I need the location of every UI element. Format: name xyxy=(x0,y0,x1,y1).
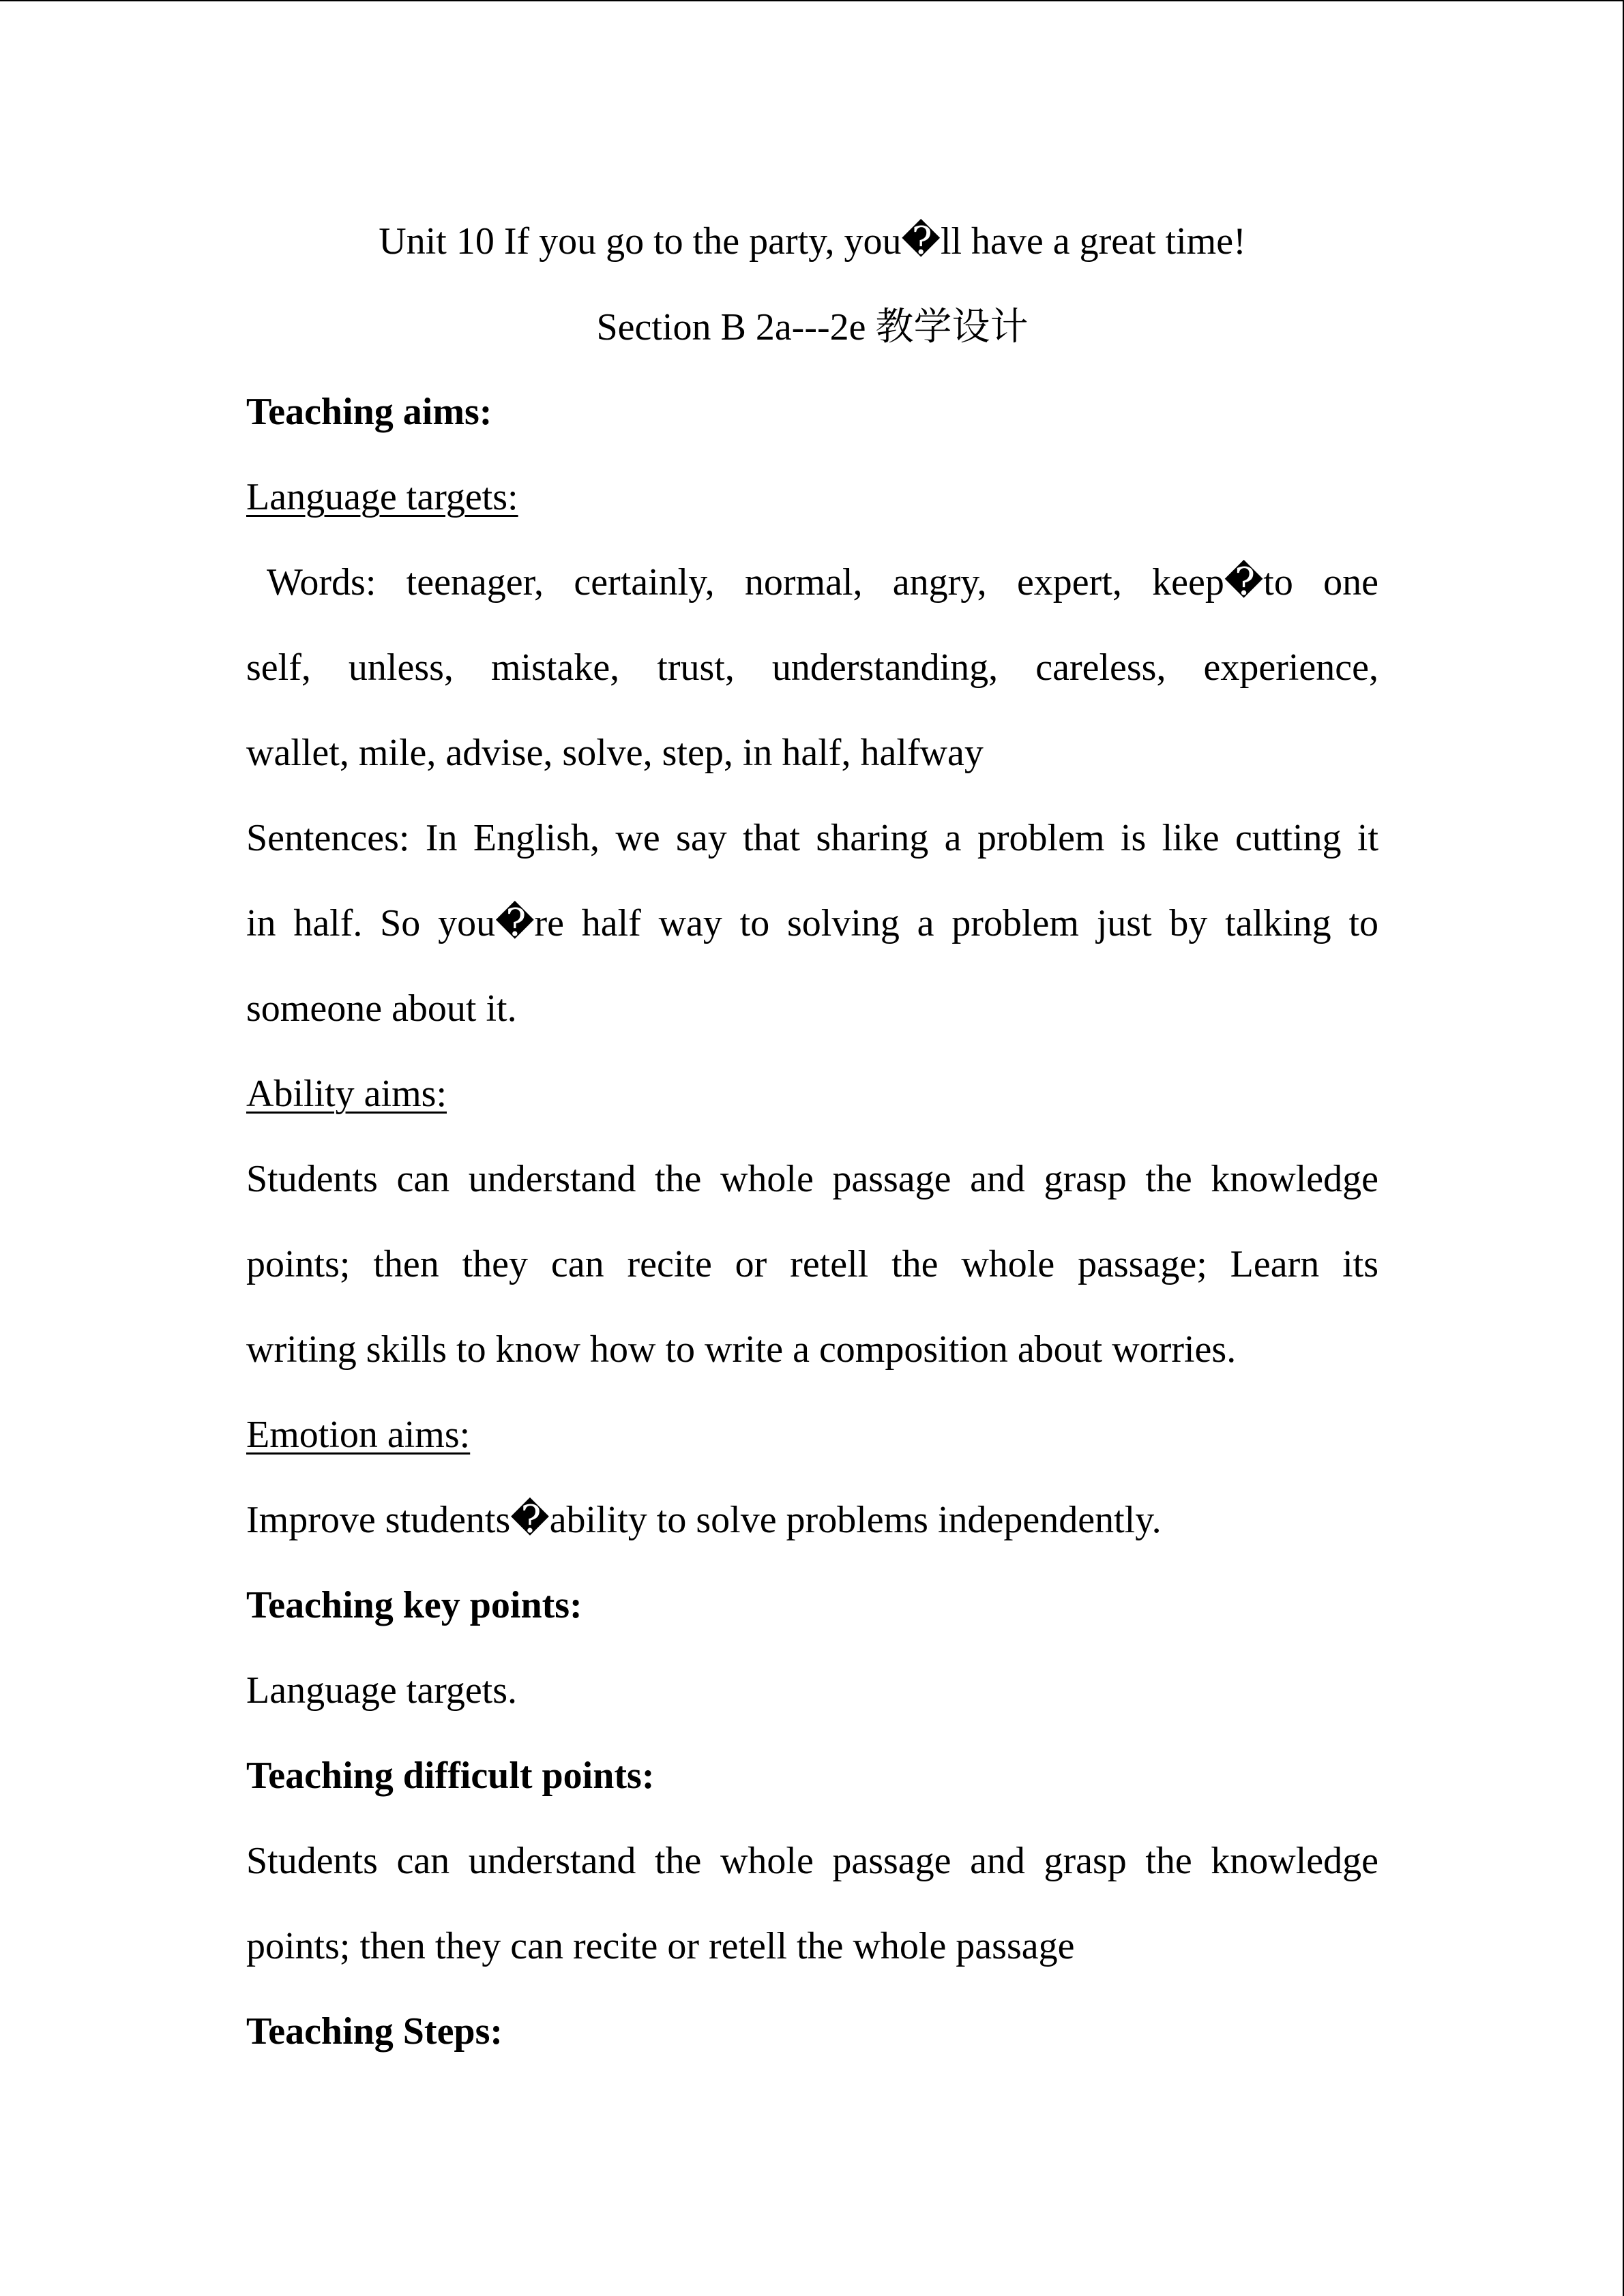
ability-aims-heading-line xyxy=(246,1052,1378,1137)
ability-line-2: points; then they can recite or retell the whole passage; Learn its xyxy=(246,1243,1378,1285)
words-line-2: self, unless, mistake, trust, understanding, careless, experience, xyxy=(246,646,1378,689)
difficult-line-2: points; then they can recite or retell the whole passage xyxy=(246,1925,1075,1967)
emotion-line: Improve students�ability to solve problems independently. xyxy=(246,1499,1162,1541)
sentences-line-3: someone about it. xyxy=(246,987,517,1030)
sentences-line-1: Sentences: In English, we say that sharing a problem is like cutting it xyxy=(246,817,1378,859)
difficult-points-heading: Teaching difficult points: xyxy=(246,1755,655,1797)
language-targets-heading-line xyxy=(246,455,1378,540)
sentences-line-2: in half. So you�re half way to solving a problem just by talking to xyxy=(246,902,1378,944)
ability-aims-heading: Ability aims: xyxy=(246,1073,447,1115)
document-subtitle xyxy=(246,284,1378,370)
ability-line-3: writing skills to know how to write a composition about worries. xyxy=(246,1328,1237,1371)
teaching-steps-heading: Teaching Steps: xyxy=(246,2010,503,2053)
document-body xyxy=(246,199,1378,2074)
difficult-line-1: Students can understand the whole passage and grasp the knowledge xyxy=(246,1840,1378,1882)
subtitle-latin: Section B 2a---2e xyxy=(596,306,876,348)
teaching-aims-heading: Teaching aims: xyxy=(246,391,492,433)
emotion-aims-heading: Emotion aims: xyxy=(246,1414,471,1456)
subtitle-cjk: 教学设计 xyxy=(875,305,1029,349)
emotion-aims-heading-line xyxy=(246,1392,1378,1478)
language-targets-heading: Language targets: xyxy=(246,476,518,518)
ability-line-1: Students can understand the whole passage and grasp the knowledge xyxy=(246,1158,1378,1200)
key-points-heading: Teaching key points: xyxy=(246,1584,582,1626)
words-line-1: Words: teenager, certainly, normal, angry, expert, keep�to one xyxy=(267,561,1378,603)
document-title: Unit 10 If you go to the party, you�ll have a great time! xyxy=(379,220,1246,263)
words-line-3: wallet, mile, advise, solve, step, in half, halfway xyxy=(246,732,984,774)
key-points-line: Language targets. xyxy=(246,1669,518,1712)
